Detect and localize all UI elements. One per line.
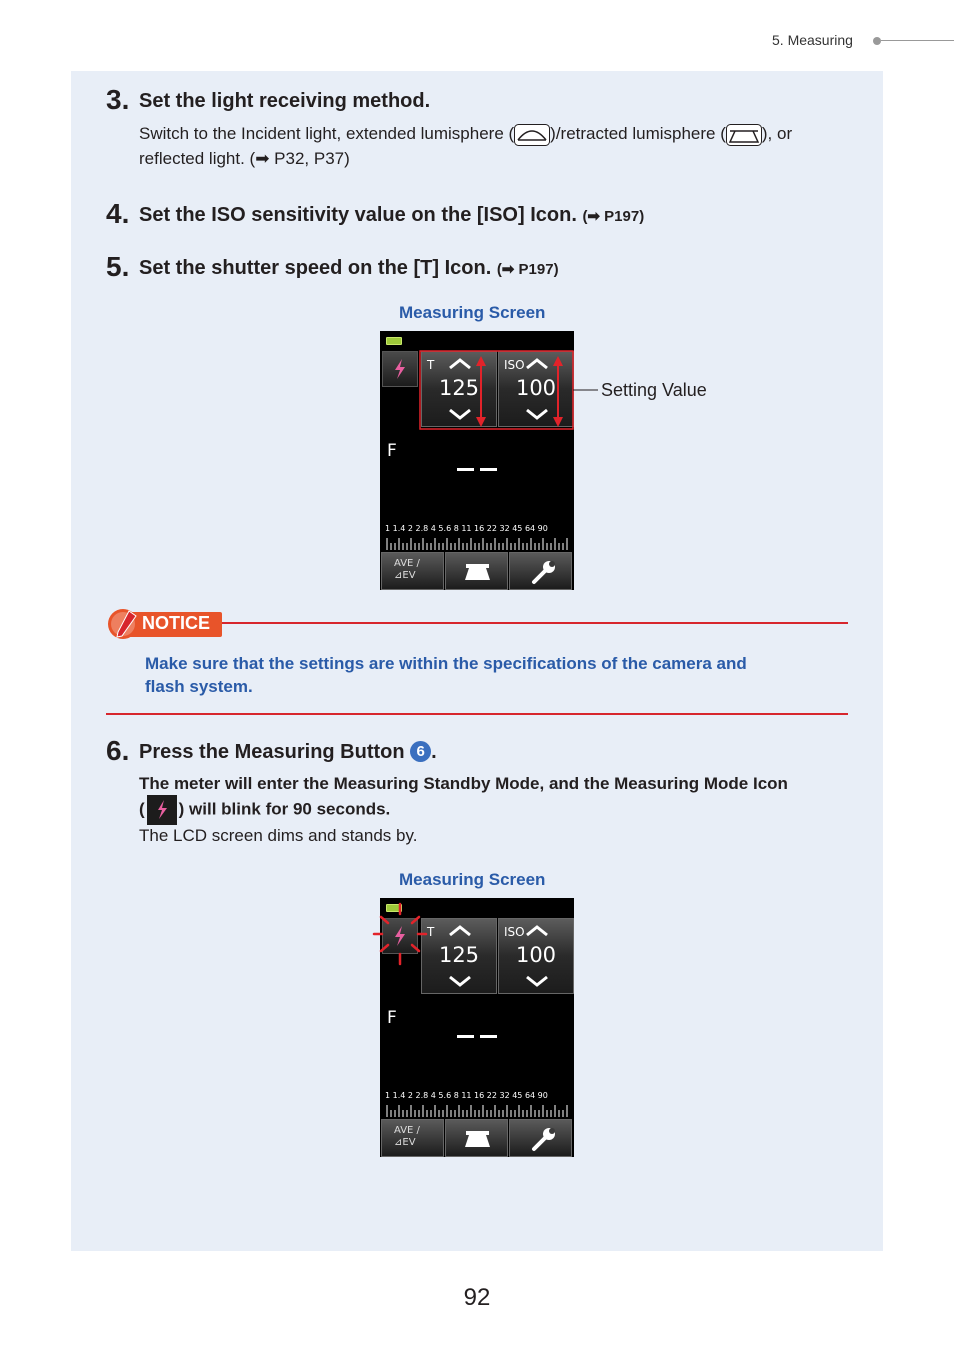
aperture-dash	[480, 1035, 497, 1038]
aperture-scale: 1 1.4 2 2.8 4 5.6 8 11 16 22 32 45 64 90	[385, 1091, 548, 1100]
step-3-body	[139, 121, 849, 171]
iso-value: 100	[515, 376, 557, 400]
lumisphere-button	[445, 1119, 508, 1157]
t-label: T	[427, 925, 435, 939]
f-label: F	[387, 441, 397, 461]
measuring-mode-button	[382, 918, 418, 954]
notice-bottom-rule	[106, 713, 848, 715]
retracted-lumisphere-icon	[446, 1120, 509, 1157]
aperture-dash	[457, 1035, 474, 1038]
step-5-title	[139, 257, 559, 280]
step-3-title: Set the light receiving method.	[139, 90, 431, 112]
step-5-number: 5.	[106, 251, 130, 282]
shutter-speed-tile	[421, 918, 497, 994]
ave-ev-label	[394, 1125, 420, 1149]
step-4-title-text: Set the ISO sensitivity value on the [ISO] Icon.	[139, 204, 577, 226]
flash-mode-icon	[383, 919, 417, 953]
wrench-icon	[510, 1120, 573, 1157]
settings-button	[509, 1119, 572, 1157]
iso-tile	[498, 918, 574, 994]
aperture-scale: 1 1.4 2 2.8 4 5.6 8 11 16 22 32 45 64 90	[385, 524, 548, 533]
running-header: 5. Measuring	[772, 32, 853, 48]
iso-tile	[498, 351, 574, 427]
wrench-icon	[510, 553, 573, 590]
scale-ticks	[380, 1103, 574, 1117]
page-number: 92	[463, 1284, 491, 1311]
step-3-body-part-b: )/retracted lumisphere (	[550, 124, 726, 143]
extended-lumisphere-icon	[514, 124, 550, 146]
header-rule	[881, 40, 954, 41]
iso-label: ISO	[504, 358, 525, 372]
step-6-bold-open: (	[139, 799, 145, 819]
step-3-body-part-d: reflected light. (➡ P32, P37)	[139, 149, 350, 168]
step-6-title	[139, 741, 437, 764]
measuring-mode-icon	[146, 795, 178, 825]
step-3-number: 3.	[106, 84, 130, 115]
settings-button	[509, 552, 572, 590]
step-3-body-part-c: ), or	[761, 124, 793, 143]
ev-label: ⊿EV	[394, 1137, 416, 1148]
step-4-title	[139, 204, 644, 227]
t-value: 125	[438, 376, 480, 400]
step-6-bold-line-1: The meter will enter the Measuring Standby Mode, and the Measuring Mode Icon	[139, 774, 788, 793]
f-label: F	[387, 1008, 397, 1028]
screen-caption-1: Measuring Screen	[399, 303, 546, 322]
step-4-reference: (➡ P197)	[582, 208, 645, 225]
notice-text	[145, 652, 845, 698]
notice-text-line-1: Make sure that the settings are within the specifications of the camera and	[145, 654, 747, 673]
notice-label: NOTICE	[142, 613, 211, 633]
ave-ev-label	[394, 558, 420, 582]
screen-caption-2: Measuring Screen	[399, 870, 546, 889]
step-5-reference: (➡ P197)	[496, 261, 559, 278]
battery-icon	[386, 904, 402, 912]
scale-ticks	[380, 536, 574, 550]
ave-ev-button	[381, 1119, 444, 1157]
step-6-body: The LCD screen dims and stands by.	[139, 826, 418, 845]
step-3-body-part-a: Switch to the Incident light, extended lumisphere (	[139, 124, 515, 143]
ave-label: AVE /	[394, 1125, 420, 1136]
shutter-speed-tile	[421, 351, 497, 427]
step-6-title-period: .	[431, 741, 437, 763]
battery-icon	[386, 337, 402, 345]
measuring-mode-button	[382, 351, 418, 387]
step-6-number: 6.	[106, 735, 130, 766]
t-value: 125	[438, 943, 480, 967]
step-6-bold-line-2: ) will blink for 90 seconds.	[178, 799, 391, 819]
measuring-screen-2	[380, 898, 574, 1157]
iso-value: 100	[515, 943, 557, 967]
aperture-dash	[480, 468, 497, 471]
ave-ev-button	[381, 552, 444, 590]
ev-label: ⊿EV	[394, 570, 416, 581]
step-6-bold-text	[139, 772, 849, 825]
ave-label: AVE /	[394, 558, 420, 569]
aperture-dash	[457, 468, 474, 471]
t-label: T	[427, 358, 435, 372]
setting-value-label: Setting Value	[601, 380, 707, 400]
retracted-lumisphere-icon	[726, 124, 762, 146]
iso-label: ISO	[504, 925, 525, 939]
step-5-title-text: Set the shutter speed on the [T] Icon.	[139, 257, 492, 279]
notice-top-rule	[215, 622, 848, 624]
lumisphere-button	[445, 552, 508, 590]
retracted-lumisphere-icon	[446, 553, 509, 590]
measuring-button-number-badge: 6	[410, 741, 431, 762]
step-4-number: 4.	[106, 198, 130, 229]
header-dot	[873, 37, 881, 45]
flash-mode-icon	[383, 352, 417, 386]
step-6-title-text: Press the Measuring Button	[139, 741, 405, 763]
notice-text-line-2: flash system.	[145, 677, 253, 696]
measuring-screen-1	[380, 331, 574, 590]
notice-badge	[106, 609, 224, 639]
